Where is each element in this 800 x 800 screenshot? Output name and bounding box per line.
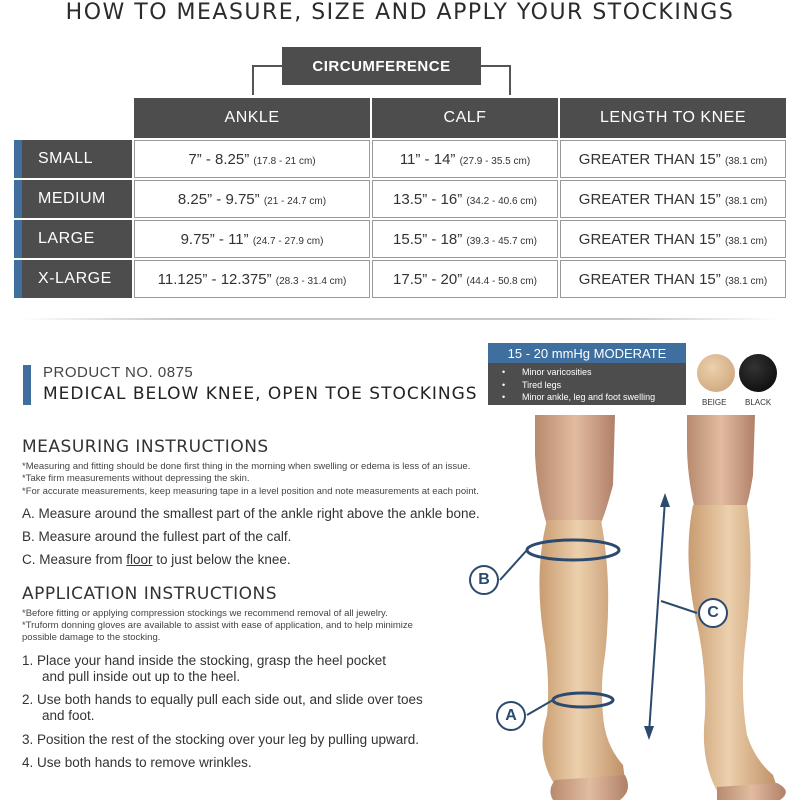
ankle-cell — [134, 180, 370, 218]
apply-step-1 — [22, 653, 386, 685]
step-line: 2. Use both hands to equally pull each side out, and slide over toes — [22, 692, 423, 707]
measure-step-a: A. Measure around the smallest part of the ankle right above the ankle bone. — [22, 506, 480, 521]
label-c-circle: C — [698, 598, 728, 628]
calf-cm: (44.4 - 50.8 cm) — [466, 275, 537, 287]
size-name: SMALL — [38, 150, 93, 167]
length-cm: (38.1 cm) — [724, 155, 768, 167]
ankle-cell — [134, 220, 370, 258]
apply-step-4 — [22, 755, 252, 771]
apply-step-2 — [22, 692, 423, 724]
size-name: X-LARGE — [38, 270, 112, 287]
product-accent-bar — [23, 365, 31, 405]
table-header-row — [14, 98, 786, 138]
compression-level: 15 - 20 mmHg MODERATE — [488, 343, 686, 363]
label-b-circle: B — [469, 565, 499, 595]
ankle-cm: (24.7 - 27.9 cm) — [252, 235, 324, 247]
size-chart-table — [12, 96, 788, 300]
row-label-large — [14, 220, 132, 258]
product-number: PRODUCT NO. 0875 — [43, 364, 194, 381]
calf-cm: (27.9 - 35.5 cm) — [459, 155, 531, 167]
measure-step-b: B. Measure around the fullest part of the calf. — [22, 529, 292, 544]
application-heading: APPLICATION INSTRUCTIONS — [22, 584, 278, 604]
size-name: LARGE — [38, 230, 95, 247]
leader-b — [500, 550, 527, 580]
step-line: 3. Position the rest of the stocking over your leg by pulling upward. — [22, 732, 419, 747]
length-cell — [560, 180, 786, 218]
calf-in: 17.5” - 20” — [393, 270, 463, 288]
color-label-beige: BEIGE — [702, 398, 727, 407]
table-row — [14, 180, 786, 218]
apply-step-3 — [22, 732, 419, 748]
calf-cell — [372, 140, 558, 178]
color-swatch-beige[interactable] — [697, 354, 735, 392]
measuring-note: *Take firm measurements without depressing the skin. — [22, 473, 250, 484]
ankle-cm: (17.8 - 21 cm) — [253, 155, 316, 167]
table-row — [14, 220, 786, 258]
calf-cm: (34.2 - 40.6 cm) — [466, 195, 537, 207]
calf-cell — [372, 220, 558, 258]
ankle-in: 9.75” - 11” — [180, 230, 249, 248]
indications-list — [488, 363, 686, 405]
ankle-in: 11.125” - 12.375” — [157, 270, 272, 288]
calf-in: 15.5” - 18” — [393, 230, 463, 248]
application-note: possible damage to the stocking. — [22, 632, 161, 643]
row-label-small — [14, 140, 132, 178]
color-swatch-black[interactable] — [739, 354, 777, 392]
step-line-cont: and pull inside out up to the heel. — [42, 669, 241, 684]
ankle-in: 8.25” - 9.75” — [177, 190, 260, 208]
bracket-line-left — [252, 65, 282, 95]
table-row — [14, 140, 786, 178]
ankle-in: 7” - 8.25” — [188, 150, 250, 168]
row-label-xlarge — [14, 260, 132, 298]
row-label-medium — [14, 180, 132, 218]
accent-bar — [14, 220, 22, 258]
step-line: 1. Place your hand inside the stocking, grasp the heel pocket — [22, 653, 386, 668]
step-c-floor-link[interactable]: floor — [126, 552, 153, 567]
stocking-legs-illustration — [455, 415, 800, 800]
accent-bar — [14, 260, 22, 298]
ankle-cell — [134, 140, 370, 178]
length-in: GREATER THAN 15” — [578, 230, 721, 248]
length-in: GREATER THAN 15” — [578, 150, 721, 168]
calf-cell — [372, 260, 558, 298]
length-in: GREATER THAN 15” — [578, 190, 721, 208]
right-stocking — [688, 505, 777, 791]
list-item: • Minor ankle, leg and foot swelling — [502, 391, 686, 404]
step-c-prefix: C. Measure from — [22, 552, 127, 567]
length-cell — [560, 260, 786, 298]
accent-bar — [14, 140, 22, 178]
length-cm: (38.1 cm) — [724, 275, 768, 287]
page-title: HOW TO MEASURE, SIZE AND APPLY YOUR STOCKINGS — [65, 0, 735, 25]
calf-in: 11” - 14” — [399, 150, 456, 168]
column-header-ankle: ANKLE — [134, 98, 370, 138]
calf-in: 13.5” - 16” — [393, 190, 463, 208]
length-cm: (38.1 cm) — [724, 235, 768, 247]
length-in: GREATER THAN 15” — [578, 270, 721, 288]
length-cell — [560, 220, 786, 258]
measuring-heading: MEASURING INSTRUCTIONS — [22, 437, 269, 457]
right-knee — [687, 415, 755, 510]
color-label-black: BLACK — [745, 398, 772, 407]
length-cm: (38.1 cm) — [724, 195, 768, 207]
application-note: *Truform donning gloves are available to assist with ease of application, and to help minimize — [22, 620, 413, 631]
ankle-cell — [134, 260, 370, 298]
list-item: • Minor varicosities — [502, 366, 686, 379]
calf-cm: (39.3 - 45.7 cm) — [466, 235, 537, 247]
ankle-cm: (21 - 24.7 cm) — [263, 195, 327, 207]
measure-step-c — [22, 552, 291, 568]
length-arrow-head-bottom — [644, 726, 654, 740]
measuring-note: *Measuring and fitting should be done first thing in the morning when swelling or edema is less of an issue. — [22, 461, 471, 472]
product-name: MEDICAL BELOW KNEE, OPEN TOE STOCKINGS — [43, 384, 478, 404]
application-note: *Before fitting or applying compression stockings we recommend removal of all jewelry. — [22, 608, 388, 619]
step-c-suffix: to just below the knee. — [152, 552, 291, 567]
leader-c — [661, 601, 697, 613]
length-arrow-head-top — [660, 493, 670, 507]
size-name: MEDIUM — [38, 190, 106, 207]
label-a-circle: A — [496, 701, 526, 731]
step-line-cont: and foot. — [42, 708, 95, 723]
left-knee — [535, 415, 615, 525]
table-corner — [14, 98, 132, 138]
measuring-note: *For accurate measurements, keep measuring tape in a level position and note measurements at each point. — [22, 486, 479, 497]
accent-bar — [14, 180, 22, 218]
length-arrow — [649, 500, 665, 733]
calf-cell — [372, 180, 558, 218]
step-line: 4. Use both hands to remove wrinkles. — [22, 755, 252, 770]
list-item: • Tired legs — [502, 379, 686, 392]
section-divider — [20, 318, 780, 320]
column-header-calf: CALF — [372, 98, 558, 138]
bracket-line-right — [481, 65, 511, 95]
circumference-label: CIRCUMFERENCE — [282, 47, 481, 85]
column-header-length: LENGTH TO KNEE — [560, 98, 786, 138]
length-cell — [560, 140, 786, 178]
ankle-cm: (28.3 - 31.4 cm) — [275, 275, 347, 287]
table-row — [14, 260, 786, 298]
